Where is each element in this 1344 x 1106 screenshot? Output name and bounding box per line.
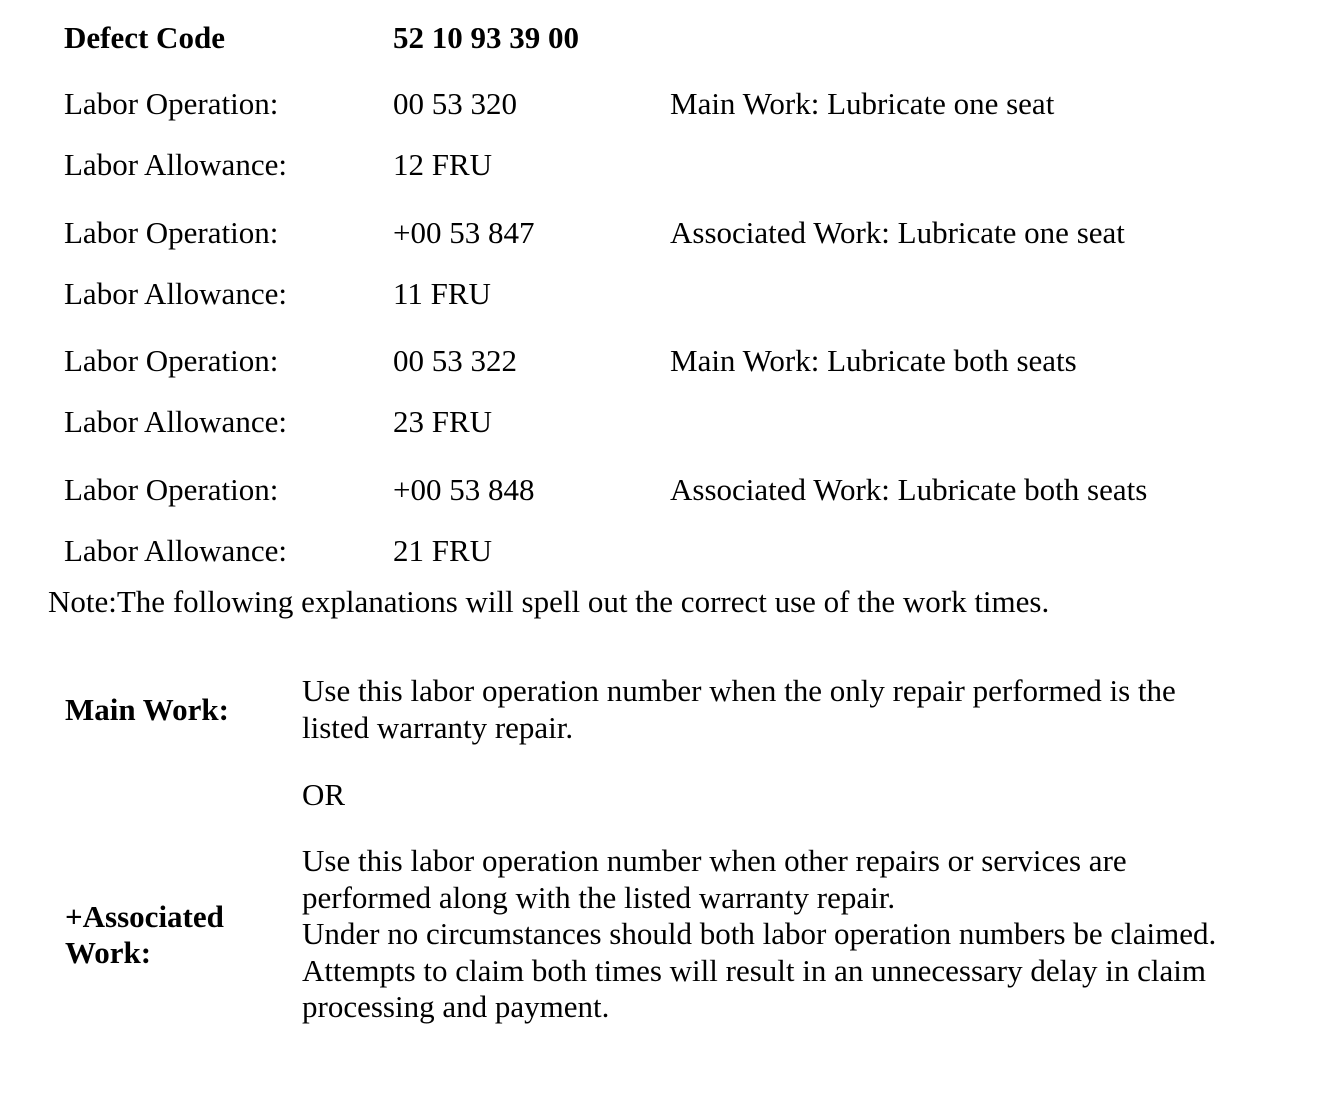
labor-allowance-label: Labor Allowance: bbox=[64, 147, 287, 182]
labor-operation-description: Associated Work: Lubricate one seat bbox=[670, 215, 1125, 250]
labor-operation-value: 00 53 320 bbox=[393, 86, 517, 121]
labor-operation-label: Labor Operation: bbox=[64, 343, 279, 378]
associated-work-description-line: processing and payment. bbox=[302, 989, 610, 1024]
associated-work-description bbox=[302, 843, 1322, 1026]
labor-operation-value: +00 53 848 bbox=[393, 472, 535, 507]
labor-allowance-value: 12 FRU bbox=[393, 147, 493, 182]
defect-code-label: Defect Code bbox=[64, 20, 225, 55]
associated-work-description-line: performed along with the listed warranty repair. bbox=[302, 879, 896, 915]
labor-operation-label: Labor Operation: bbox=[64, 86, 279, 121]
note-text: Note:The following explanations will spell out the correct use of the work times. bbox=[48, 584, 1050, 619]
labor-allowance-value: 23 FRU bbox=[393, 404, 493, 439]
associated-work-label-line: +Associated bbox=[65, 899, 224, 934]
or-separator: OR bbox=[302, 777, 346, 812]
labor-operation-label: Labor Operation: bbox=[64, 472, 279, 507]
labor-allowance-label: Labor Allowance: bbox=[64, 533, 287, 568]
labor-operation-value: 00 53 322 bbox=[393, 343, 517, 378]
main-work-description bbox=[302, 673, 1322, 746]
labor-allowance-value: 11 FRU bbox=[393, 276, 491, 311]
labor-operation-description: Main Work: Lubricate both seats bbox=[670, 343, 1077, 378]
associated-work-description-line: Attempts to claim both times will result in an unnecessary delay in claim bbox=[302, 952, 1206, 988]
labor-operation-description: Associated Work: Lubricate both seats bbox=[670, 472, 1148, 507]
labor-operation-label: Labor Operation: bbox=[64, 215, 279, 250]
labor-operation-description: Main Work: Lubricate one seat bbox=[670, 86, 1055, 121]
associated-work-label-line: Work: bbox=[65, 935, 152, 970]
main-work-label: Main Work: bbox=[65, 692, 229, 727]
associated-work-description-line: Use this labor operation number when other repairs or services are bbox=[302, 843, 1127, 878]
associated-work-label bbox=[65, 899, 224, 971]
main-work-description-line: Use this labor operation number when the only repair performed is the bbox=[302, 673, 1176, 708]
associated-work-description-line: Under no circumstances should both labor operation numbers be claimed. bbox=[302, 916, 1217, 951]
labor-allowance-label: Labor Allowance: bbox=[64, 404, 287, 439]
labor-allowance-value: 21 FRU bbox=[393, 533, 493, 568]
labor-allowance-label: Labor Allowance: bbox=[64, 276, 287, 311]
main-work-description-line: listed warranty repair. bbox=[302, 709, 574, 745]
labor-operation-value: +00 53 847 bbox=[393, 215, 535, 250]
defect-code-value: 52 10 93 39 00 bbox=[393, 20, 579, 55]
